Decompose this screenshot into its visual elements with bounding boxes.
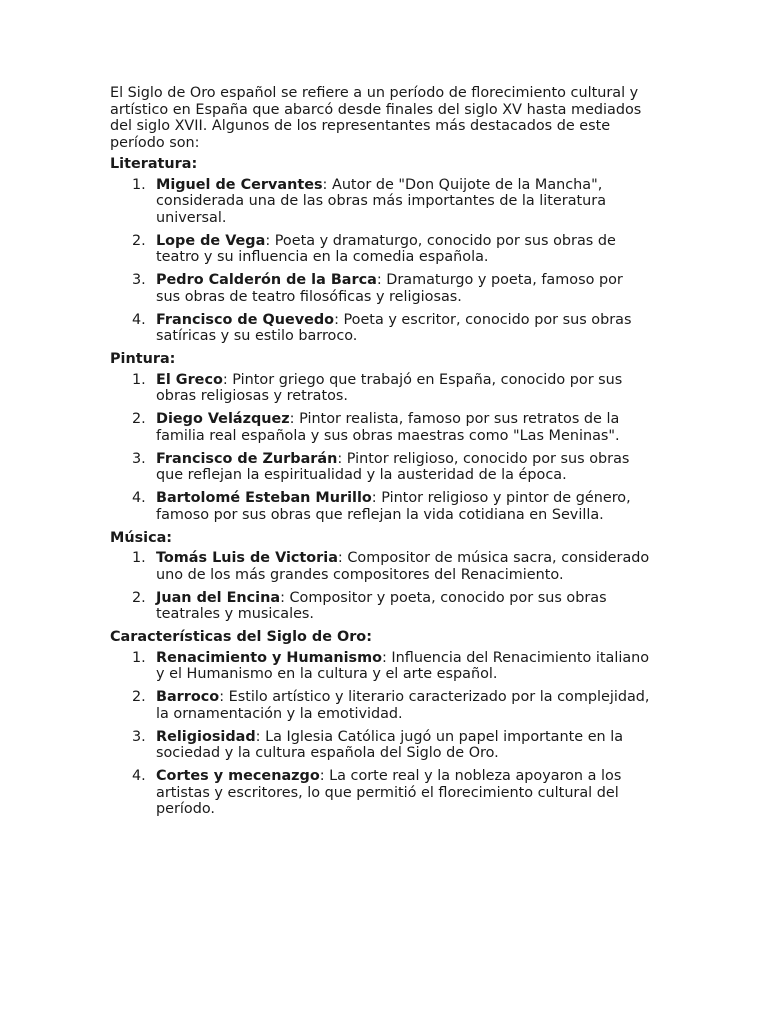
item-description: : Poeta y dramaturgo, conocido por sus obras de teatro y su influencia en la comedia española. xyxy=(156,232,616,265)
item-number: 2. xyxy=(132,589,146,606)
item-number: 2. xyxy=(132,232,146,249)
section-caracteristicas xyxy=(110,629,650,818)
list-item xyxy=(110,689,650,722)
item-list xyxy=(110,177,650,345)
item-number: 1. xyxy=(132,371,146,388)
list-item xyxy=(110,768,650,818)
item-description: : Pintor griego que trabajó en España, conocido por sus obras religiosas y retratos. xyxy=(156,371,623,404)
item-name: Bartolomé Esteban Murillo xyxy=(156,490,372,506)
item-name: Pedro Calderón de la Barca xyxy=(156,272,377,288)
item-number: 3. xyxy=(132,272,146,288)
section-title: Pintura: xyxy=(110,351,176,367)
item-name: Juan del Encina xyxy=(156,589,281,606)
item-name: Cortes y mecenazgo xyxy=(156,768,320,784)
item-name: Lope de Vega xyxy=(156,232,266,249)
item-list xyxy=(110,650,650,818)
intro-paragraph: El Siglo de Oro español se refiere a un período de florecimiento cultural y artístico en España que abarcó desde finales del siglo XV hasta mediados del siglo XVII. Algunos de los representantes más destacados de este período son: xyxy=(110,85,642,151)
item-name: El Greco xyxy=(156,371,223,388)
item-description: : Compositor y poeta, conocido por sus obras teatrales y musicales. xyxy=(156,589,607,622)
item-description: : Influencia del Renacimiento italiano y el Humanismo en la cultura y el arte español. xyxy=(156,649,650,682)
item-description: : La Iglesia Católica jugó un papel importante en la sociedad y la cultura española del Siglo de Oro. xyxy=(156,728,624,761)
list-item xyxy=(110,650,650,683)
item-name: Tomás Luis de Victoria xyxy=(156,550,338,566)
item-name: Religiosidad xyxy=(156,728,256,745)
item-number: 4. xyxy=(132,490,146,506)
item-name: Renacimiento y Humanismo xyxy=(156,649,382,666)
item-name: Barroco xyxy=(156,689,220,705)
item-name: Diego Velázquez xyxy=(156,411,290,427)
list-item xyxy=(110,233,650,266)
section-musica xyxy=(110,530,650,623)
list-item xyxy=(110,590,650,623)
item-description: : Pintor realista, famoso por sus retratos de la familia real española y sus obras maestras como "Las Meninas". xyxy=(156,411,620,444)
item-number: 4. xyxy=(132,768,146,784)
item-number: 1. xyxy=(132,550,146,566)
item-number: 2. xyxy=(132,689,146,705)
item-description: : Estilo artístico y literario caracterizado por la complejidad, la ornamentación y la emotividad. xyxy=(156,689,650,722)
document-page xyxy=(110,85,650,824)
item-number: 2. xyxy=(132,411,146,427)
item-description: : Dramaturgo y poeta, famoso por sus obras de teatro filosóficas y religiosas. xyxy=(156,272,623,305)
list-item xyxy=(110,411,650,444)
item-description: : La corte real y la nobleza apoyaron a los artistas y escritores, lo que permitió el florecimiento cultural del período. xyxy=(156,768,622,817)
item-name: Francisco de Quevedo xyxy=(156,311,335,328)
item-description: : Pintor religioso, conocido por sus obras que reflejan la espiritualidad y la austeridad de la época. xyxy=(156,450,630,483)
section-title: Literatura: xyxy=(110,156,198,172)
item-number: 3. xyxy=(132,728,146,745)
item-number: 1. xyxy=(132,176,146,193)
list-item xyxy=(110,177,650,227)
list-item xyxy=(110,550,650,583)
list-item xyxy=(110,729,650,762)
item-name: Francisco de Zurbarán xyxy=(156,450,338,467)
item-number: 4. xyxy=(132,311,146,328)
section-title: Características del Siglo de Oro: xyxy=(110,629,372,645)
section-pintura xyxy=(110,351,650,523)
section-title: Música: xyxy=(110,529,173,546)
item-description: : Pintor religioso y pintor de género, famoso por sus obras que reflejan la vida cotidiana en Sevilla. xyxy=(156,490,631,523)
list-item xyxy=(110,451,650,484)
list-item xyxy=(110,312,650,345)
item-name: Miguel de Cervantes xyxy=(156,176,323,193)
item-number: 1. xyxy=(132,649,146,666)
item-description: : Autor de "Don Quijote de la Mancha", considerada una de las obras más importantes de la literatura universal. xyxy=(156,176,607,226)
list-item xyxy=(110,490,650,523)
item-list xyxy=(110,550,650,623)
list-item xyxy=(110,372,650,405)
section-literatura xyxy=(110,156,650,345)
item-description: : Poeta y escritor, conocido por sus obras satíricas y su estilo barroco. xyxy=(156,311,632,344)
item-description: : Compositor de música sacra, considerado uno de los más grandes compositores del Renacimiento. xyxy=(156,550,650,583)
list-item xyxy=(110,272,650,305)
item-list xyxy=(110,372,650,524)
item-number: 3. xyxy=(132,450,146,467)
